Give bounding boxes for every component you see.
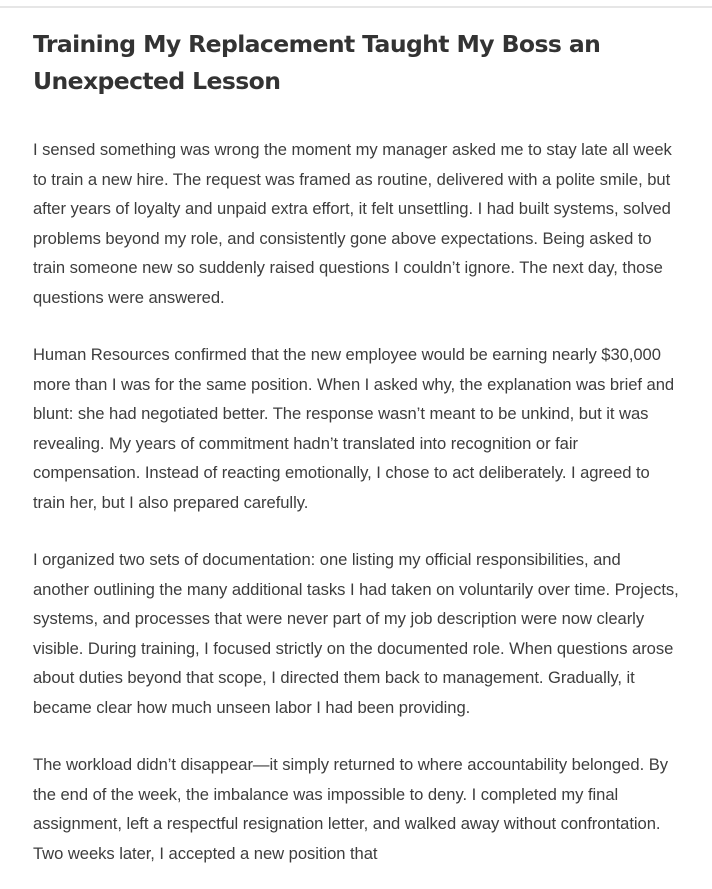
article-title: Training My Replacement Taught My Boss an Unexpected Lesson — [33, 30, 601, 95]
article-paragraph-4: The workload didn’t disappear—it simply returned to where accountability belonged. By the end of the week, the imbalance was impossible to deny. I completed my final assignment, left a respectful resignation letter, and walked away without confrontation. Two weeks later, I accepted a new position that — [33, 755, 668, 863]
article-paragraph-2: Human Resources confirmed that the new employee would be earning nearly $30,000 more than I was for the same position. When I asked why, the explanation was brief and blunt: she had negotiated better. The response wasn’t meant to be unkind, but it was revealing. My years of commitment hadn’t translated into recognition or fair compensation. Instead of reacting emotionally, I chose to act deliberately. I agreed to train her, but I also prepared carefully. — [33, 345, 675, 512]
article — [0, 26, 712, 868]
article-paragraph-3: I organized two sets of documentation: one listing my official responsibilities, and another outlining the many additional tasks I had taken on voluntarily over time. Projects, systems, and processes that were never part of my job description were now clearly visible. During training, I focused strictly on the documented role. When questions arose about duties beyond that scope, I directed them back to management. Gradually, it became clear how much unseen labor I had been providing. — [33, 550, 679, 717]
top-divider — [0, 6, 712, 8]
article-paragraph-1: I sensed something was wrong the moment my manager asked me to stay late all week to train a new hire. The request was framed as routine, delivered with a polite smile, but after years of loyalty and unpaid extra effort, it felt unsettling. I had built systems, solved problems beyond my role, and consistently gone above expectations. Being asked to train someone new so suddenly raised questions I couldn’t ignore. The next day, those questions were answered. — [33, 140, 672, 307]
